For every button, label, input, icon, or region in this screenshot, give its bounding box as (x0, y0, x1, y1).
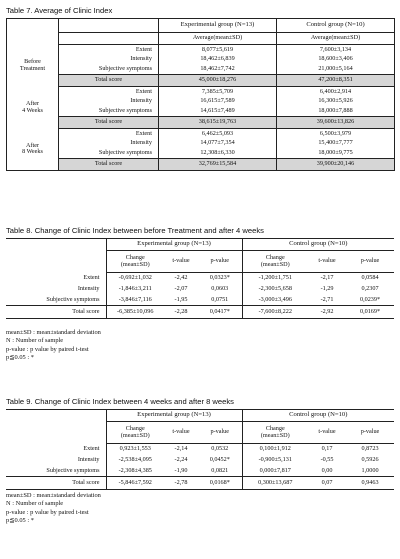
cell: -2,07 (174, 284, 188, 292)
col-t-header: t-value (164, 422, 198, 444)
col-p-header: p-value (198, 251, 242, 273)
note: N : Number of sample (6, 500, 64, 508)
total-cell: -2,78 (164, 477, 198, 490)
col-change-header: Change (mean±SD) (106, 251, 164, 273)
cell: 0,100±1,912 (259, 445, 291, 452)
table-9-caption: Table 9. Change of Clinic Index between 4 weeks and after 8 weeks (6, 397, 234, 406)
t9-exp-header: Experimental group (N=13) (106, 410, 242, 422)
cell: -2,17 (320, 274, 334, 281)
cell: 18,600±3,406 (318, 55, 353, 63)
total-cell: 47,200±8,351 (277, 75, 395, 87)
table-7 (6, 18, 395, 171)
cell: -1,29 (320, 284, 334, 292)
note: mean±SD : mean±standard deviation (6, 492, 101, 499)
cell: 0,0532 (198, 444, 242, 455)
cell: -2,24 (174, 455, 188, 463)
table-9 (6, 409, 394, 490)
row-label: Subjective symptoms (6, 295, 106, 306)
cell: 12,308±6,330 (159, 149, 277, 159)
total-cell: -2,92 (308, 306, 346, 319)
total-cell: -7,600±8,222 (242, 306, 308, 319)
total-cell: 0,9463 (346, 477, 394, 490)
total-cell: 0,0169* (346, 306, 394, 319)
table-8-caption: Table 8. Change of Clinic Index between before Treatment and after 4 weeks (6, 226, 264, 235)
total-label: Total score (59, 117, 159, 129)
row-label: Intensity (59, 139, 159, 149)
cell: 18,000±9,775 (318, 149, 353, 156)
row-label: Subjective symptoms (6, 466, 106, 477)
cell: 18,000±7,888 (318, 107, 353, 114)
row-label: Extent (59, 129, 159, 139)
row-label: Extent (6, 273, 106, 284)
col-change-header: Change (mean±SD) (106, 422, 164, 444)
cell: 0,923±1,553 (119, 445, 151, 452)
row-label: Extent (59, 45, 159, 55)
row-label: Subjective symptoms (59, 107, 159, 117)
cell: 0,0751 (198, 295, 242, 306)
cell: -3,846±7,116 (118, 295, 152, 303)
t7-group-label: After 8 Weeks (7, 129, 59, 171)
cell: 7,600±3,134 (319, 45, 352, 53)
cell: 8,077±5,619 (159, 45, 277, 55)
cell: 14,077±7,354 (159, 139, 277, 149)
cell: 18,462±7,742 (159, 65, 277, 75)
t7-group-label: After 4 Weeks (7, 87, 59, 129)
cell: 0,5926 (361, 455, 379, 463)
note: p-value : p value by paired t-test (6, 345, 89, 353)
total-cell: 39,600±13,826 (277, 117, 395, 129)
cell: 15,400±7,777 (318, 139, 353, 147)
col-t-header: t-value (308, 422, 346, 444)
t8-ctrl-header: Control group (N=10) (242, 239, 394, 251)
total-cell: 0,07 (308, 477, 346, 490)
cell: 14,615±7,489 (159, 107, 277, 117)
total-cell: 39,900±20,146 (277, 159, 395, 171)
table-8 (6, 238, 394, 319)
t9-ctrl-header: Control group (N=10) (242, 410, 394, 422)
cell: -2,538±4,095 (118, 455, 152, 463)
cell: -2,300±5,658 (258, 284, 292, 292)
t7-ctrl-subheader: Average(mean±SD) (277, 33, 395, 45)
cell: -0,55 (320, 455, 334, 463)
cell: -0,900±5,131 (258, 455, 292, 463)
col-p-header: p-value (198, 422, 242, 444)
total-label: Total score (6, 477, 106, 490)
cell: 7,385±5,709 (159, 87, 277, 97)
cell: 0,17 (321, 445, 333, 452)
total-cell: 38,615±19,763 (159, 117, 277, 129)
cell: 1,0000 (361, 466, 379, 474)
cell: 16,615±7,589 (159, 97, 277, 107)
cell: -2,42 (174, 274, 188, 281)
col-t-header: t-value (164, 251, 198, 273)
cell: 0,0239* (359, 295, 381, 303)
cell: 0,0584 (361, 274, 379, 281)
row-label: Intensity (6, 284, 106, 295)
t7-exp-subheader: Average(mean±SD) (159, 33, 277, 45)
cell: 0,0603 (198, 284, 242, 295)
note: p≦0.05 : * (6, 517, 34, 525)
cell: -2,14 (174, 445, 188, 452)
cell: -1,200±1,751 (258, 274, 292, 281)
row-label: Extent (6, 444, 106, 455)
note: p≦0.05 : * (6, 354, 34, 362)
total-cell: -5,846±7,592 (106, 477, 164, 490)
col-t-header: t-value (308, 251, 346, 273)
table-7-caption: Table 7. Average of Clinic Index (6, 6, 113, 15)
cell: -2,71 (320, 295, 334, 303)
row-label: Intensity (59, 55, 159, 65)
cell: -1,90 (174, 466, 188, 474)
cell: 0,0821 (198, 466, 242, 477)
col-change-header: Change (mean±SD) (242, 422, 308, 444)
cell: 0,2307 (361, 284, 379, 292)
t7-exp-header: Experimental group (N=13) (159, 19, 277, 33)
table-9-notes (6, 492, 101, 526)
cell: -0,692±1,032 (118, 274, 152, 281)
total-cell: 0,0168* (198, 477, 242, 490)
row-label: Intensity (59, 97, 159, 107)
cell: 6,500±3,979 (319, 129, 352, 137)
cell: 0,00 (321, 466, 333, 474)
total-cell: 0,0417* (198, 306, 242, 319)
cell: 21,000±5,164 (318, 65, 353, 72)
total-cell: 0,300±13,687 (242, 477, 308, 490)
total-cell: -6,385±10,096 (106, 306, 164, 319)
total-cell: 45,000±18,276 (159, 75, 277, 87)
cell: -1,95 (174, 295, 188, 303)
total-cell: 32,769±15,584 (159, 159, 277, 171)
cell: -3,000±3,496 (258, 295, 292, 303)
cell: -2,308±4,385 (118, 466, 152, 474)
t8-exp-header: Experimental group (N=13) (106, 239, 242, 251)
cell: 0,8723 (361, 445, 379, 452)
cell: 6,400±2,914 (319, 87, 352, 95)
cell: 0,0323* (198, 273, 242, 284)
t7-group-label: Before Treatment (7, 45, 59, 87)
cell: 0,0452* (198, 455, 242, 466)
cell: 16,300±5,926 (318, 97, 353, 105)
total-label: Total score (6, 306, 106, 319)
note: p-value : p value by paired t-test (6, 508, 89, 516)
row-label: Subjective symptoms (59, 149, 159, 159)
col-change-header: Change (mean±SD) (242, 251, 308, 273)
t7-ctrl-header: Control group (N=10) (277, 19, 395, 33)
total-label: Total score (59, 159, 159, 171)
col-p-header: p-value (346, 422, 394, 444)
note: mean±SD : mean±standard deviation (6, 329, 101, 336)
total-cell: -2,28 (164, 306, 198, 319)
row-label: Subjective symptoms (59, 65, 159, 75)
cell: 18,462±6,839 (159, 55, 277, 65)
cell: 6,462±5,093 (159, 129, 277, 139)
col-p-header: p-value (346, 251, 394, 273)
table-8-notes (6, 329, 101, 363)
note: N : Number of sample (6, 337, 64, 345)
total-label: Total score (59, 75, 159, 87)
cell: 0,000±7,817 (259, 466, 291, 474)
row-label: Extent (59, 87, 159, 97)
cell: -1,846±3,211 (118, 284, 152, 292)
row-label: Intensity (6, 455, 106, 466)
